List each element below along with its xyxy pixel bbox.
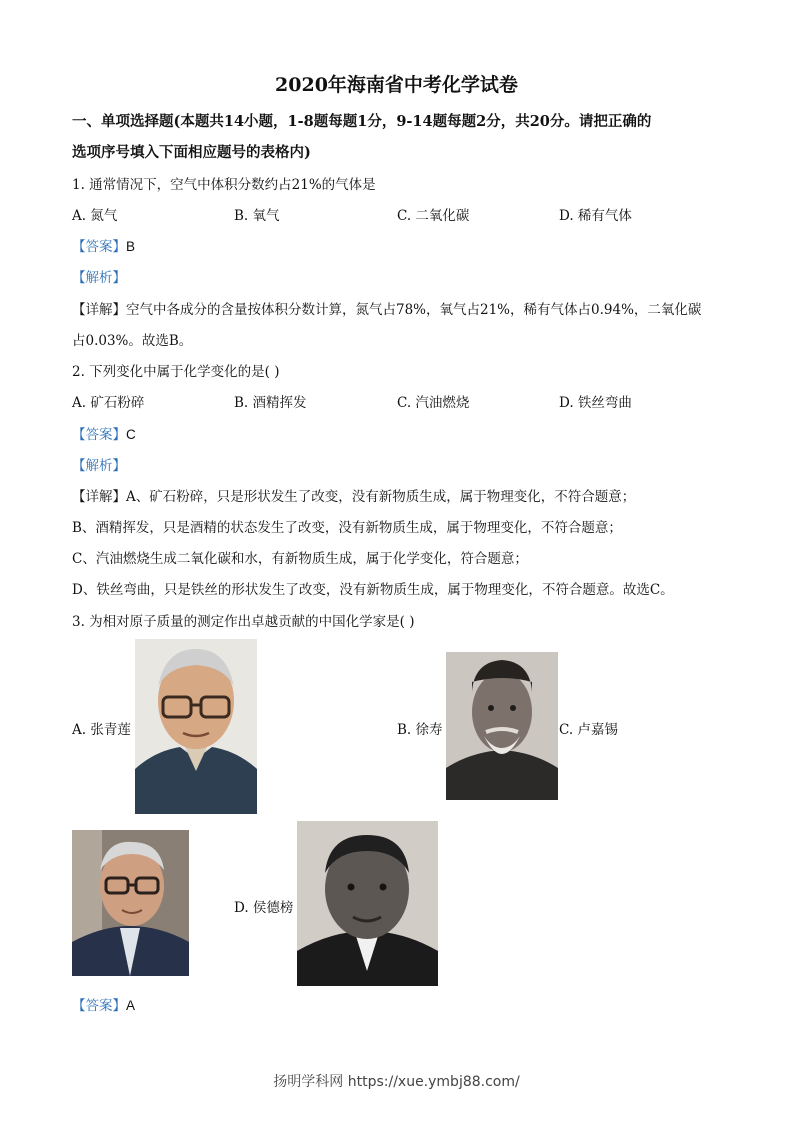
question-2-detail-line-4: D、铁丝弯曲，只是铁丝的形状发生了改变，没有新物质生成，属于物理变化，不符合题意。故选C。 — [72, 582, 674, 598]
answer-label: 【答案】 — [72, 998, 126, 1014]
page-title: 2020年海南省中考化学试卷 — [275, 74, 518, 96]
answer-value: C — [126, 427, 136, 442]
question-2-stem: 2. 下列变化中属于化学变化的是( ) — [72, 364, 280, 380]
section-heading-line-2: 选项序号填入下面相应题号的表格内) — [72, 144, 311, 161]
answer-value: B — [126, 239, 136, 254]
question-2-detail-line-2: B、酒精挥发，只是酒精的状态发生了改变，没有新物质生成，属于物理变化，不符合题意； — [72, 520, 622, 536]
question-1-stem: 1. 通常情况下，空气中体积分数约占21%的气体是 — [72, 177, 376, 193]
question-1-option-d: D. 稀有气体 — [559, 208, 632, 224]
portrait-photo-d — [297, 821, 438, 986]
section-heading-line-1: 一、单项选择题(本题共14小题，1-8题每题1分，9-14题每题2分，共20分。请把正确的 — [72, 113, 652, 130]
question-1-option-a: A. 氮气 — [72, 208, 118, 224]
question-1-detail-line-2: 占0.03%。故选B。 — [72, 333, 193, 349]
question-2-detail-line-3: C、汽油燃烧生成二氧化碳和水，有新物质生成，属于化学变化，符合题意； — [72, 551, 528, 567]
question-3-answer — [72, 994, 135, 1014]
answer-label: 【答案】 — [72, 239, 126, 255]
question-1-option-b: B. 氧气 — [234, 208, 280, 224]
question-2-option-c: C. 汽油燃烧 — [397, 395, 470, 411]
question-1-option-c: C. 二氧化碳 — [397, 208, 470, 224]
portrait-photo-c — [72, 830, 189, 976]
question-2-detail-line-1: 【详解】A、矿石粉碎，只是形状发生了改变，没有新物质生成，属于物理变化，不符合题意； — [72, 489, 636, 505]
question-3-option-d: D. 侯德榜 — [234, 900, 294, 916]
question-3-option-b: B. 徐寿 — [397, 722, 443, 738]
question-3-option-a: A. 张青莲 — [72, 722, 131, 738]
question-2-option-a: A. 矿石粉碎 — [72, 395, 145, 411]
portrait-photo-a — [135, 639, 257, 814]
question-1-answer — [72, 235, 135, 255]
question-1-detail-line-1: 【详解】空气中各成分的含量按体积分数计算，氮气占78%，氧气占21%，稀有气体占0.94%，二氧化碳 — [72, 302, 702, 318]
question-3-stem: 3. 为相对原子质量的测定作出卓越贡献的中国化学家是( ) — [72, 614, 415, 630]
question-3-option-c: C. 卢嘉锡 — [559, 722, 618, 738]
answer-value: A — [126, 998, 136, 1013]
question-2-answer — [72, 423, 136, 443]
question-2-option-d: D. 铁丝弯曲 — [559, 395, 632, 411]
question-2-option-b: B. 酒精挥发 — [234, 395, 307, 411]
portrait-photo-b — [446, 652, 558, 800]
question-2-analysis-label: 【解析】 — [72, 458, 126, 474]
question-1-analysis-label: 【解析】 — [72, 270, 126, 286]
footer-watermark: 扬明学科网 https://xue.ymbj88.com/ — [273, 1074, 520, 1090]
answer-label: 【答案】 — [72, 427, 126, 443]
